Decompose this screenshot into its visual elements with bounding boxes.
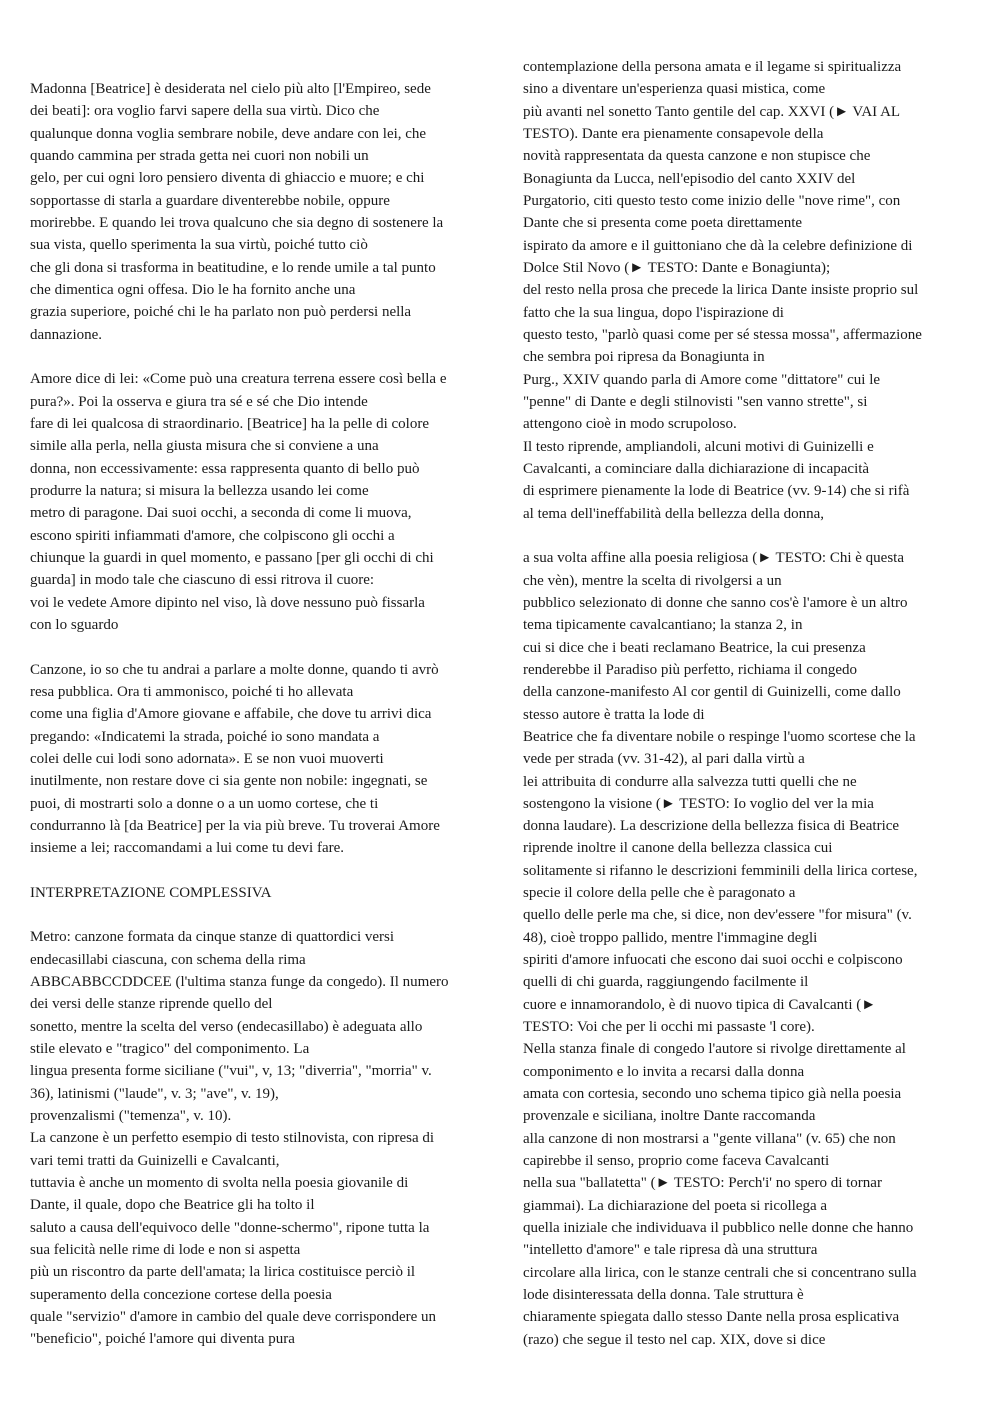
left-text-line: Madonna [Beatrice] è desiderata nel cielo più alto [l'Empireo, sede	[30, 81, 431, 97]
right-text-line: renderebbe il Paradiso più perfetto, richiama il congedo	[523, 661, 858, 678]
right-text-line: lei attribuita di condurre alla salvezza tutti quelli che ne	[523, 773, 857, 790]
left-text-line: dannazione.	[30, 326, 103, 343]
left-text-line: condurranno là [da Beatrice] per la via più breve. Tu troverai Amore	[30, 817, 440, 834]
right-text-line: quella iniziale che individuava il pubblico nelle donne che hanno	[523, 1220, 914, 1237]
right-text-line: contemplazione della persona amata e il legame si spiritualizza	[523, 59, 902, 75]
left-text-line: escono spiriti infiammati d'amore, che colpiscono gli occhi a	[30, 527, 395, 544]
right-text-line: a sua volta affine alla poesia religiosa (► TESTO: Chi è questa	[523, 550, 904, 567]
blank-line	[30, 346, 502, 368]
left-text-line: Metro: canzone formata da cinque stanze di quattordici versi	[30, 929, 395, 946]
right-text-line: componimento e lo invita a recarsi dalla donna	[523, 1063, 805, 1080]
right-text-line: donna laudare). La descrizione della bellezza fisica di Beatrice	[523, 818, 900, 835]
right-text-line: ispirato da amore e il guittoniano che dà la celebre definizione di	[523, 237, 913, 254]
right-text-line: Cavalcanti, a cominciare dalla dichiarazione di incapacità	[523, 460, 870, 477]
right-text-line: "intelletto d'amore" e tale ripresa dà una struttura	[523, 1242, 818, 1259]
left-text-line: lingua presenta forme siciliane ("vui", v, 13; "diverria", "morria" v.	[30, 1063, 432, 1080]
left-text-line: dei versi delle stanze riprende quello del	[30, 996, 273, 1013]
left-text-line: pregando: «Indicatemi la strada, poiché io sono mandata a	[30, 728, 380, 745]
left-text-line: saluto a causa dell'equivoco delle "donne-schermo", ripone tutta la	[30, 1219, 430, 1236]
left-text-line: simile alla perla, nella giusta misura che si conviene a una	[30, 438, 379, 455]
left-text-line: ABBCABBCCDDCEE (l'ultima stanza funge da congedo). Il numero	[30, 974, 449, 991]
right-text-line: Il testo riprende, ampliandoli, alcuni motivi di Guinizelli e	[523, 438, 874, 455]
right-text-line: Beatrice che fa diventare nobile o respinge l'uomo scortese che la	[523, 728, 916, 745]
left-text-line: INTERPRETAZIONE COMPLESSIVA	[30, 884, 272, 901]
left-column	[30, 78, 502, 1351]
right-text-line: che sembra poi ripresa da Bonagiunta in	[523, 349, 765, 366]
right-text-line: capirebbe il senso, proprio come faceva Cavalcanti	[523, 1153, 830, 1170]
right-text-line: pubblico selezionato di donne che sanno cos'è l'amore è un altro	[523, 594, 908, 611]
right-text-line: TESTO). Dante era pienamente consapevole della	[523, 125, 824, 142]
right-text-line: "penne" di Dante e degli stilnovisti "sen vanno strette", si	[523, 393, 868, 410]
left-text-line: inutilmente, non restare dove ci sia gente non nobile: ingegnati, se	[30, 773, 428, 790]
right-text-line: solitamente si rifanno le descrizioni femminili della lirica cortese,	[523, 862, 918, 879]
left-text-line: gelo, per cui ogni loro pensiero diventa di ghiaccio e muore; e chi	[30, 170, 425, 187]
left-text-line: sua vista, quello sperimenta la sua virtù, poiché tutto ciò	[30, 237, 368, 254]
right-text-line: questo testo, "parlò quasi come per sé stessa mossa", affermazione	[523, 326, 922, 343]
right-text-line: Dolce Stil Novo (► TESTO: Dante e Bonagiunta);	[523, 259, 831, 276]
right-text-line: al tema dell'ineffabilità della bellezza della donna,	[523, 505, 825, 522]
left-text-line: che dimentica ogni offesa. Dio le ha fornito anche una	[30, 281, 356, 298]
left-text-line: donna, non eccessivamente: essa rappresenta quanto di bello può	[30, 460, 420, 477]
right-text-line: Nella stanza finale di congedo l'autore si rivolge direttamente al	[523, 1041, 906, 1058]
right-text-line: Purgatorio, citi questo testo come inizio delle "nove rime", con	[523, 192, 901, 209]
right-text-line: fatto che la sua lingua, dopo l'ispirazione di	[523, 304, 784, 321]
left-text-line: voi le vedete Amore dipinto nel viso, là dove nessuno può fissarla	[30, 594, 425, 611]
right-column	[523, 56, 975, 1351]
right-text-line: cuore e innamorandolo, è di nuovo tipica di Cavalcanti (►	[523, 996, 877, 1013]
right-text-line: quello delle perle ma che, si dice, non dev'essere "for misura" (v.	[523, 907, 912, 924]
left-text-line: qualunque donna voglia sembrare nobile, deve andare con lei, che	[30, 125, 427, 142]
right-text-line: riprende inoltre il canone della bellezza classica cui	[523, 840, 833, 857]
left-text-line: La canzone è un perfetto esempio di testo stilnovista, con ripresa di	[30, 1130, 435, 1147]
right-text-line: alla canzone di non mostrarsi a "gente villana" (v. 65) che non	[523, 1130, 896, 1147]
left-text-line: quando cammina per strada getta nei cuori non nobili un	[30, 147, 369, 164]
right-text-line: del resto nella prosa che precede la lirica Dante insiste proprio sul	[523, 282, 919, 299]
left-text-line: tuttavia è anche un momento di svolta nella poesia giovanile di	[30, 1175, 409, 1192]
blank-line	[30, 636, 502, 658]
left-text-line: 36), latinismi ("laude", v. 3; "ave", v. 19),	[30, 1085, 279, 1102]
right-text-line: 48), cioè troppo pallido, mentre l'immagine degli	[523, 929, 818, 946]
right-text-line: più avanti nel sonetto Tanto gentile del cap. XXVI (► VAI AL	[523, 103, 901, 120]
left-text-line: pura?». Poi la osserva e giura tra sé e sé che Dio intende	[30, 393, 368, 410]
left-text-line: colei delle cui lodi sono adornata». E se non vuoi muoverti	[30, 750, 384, 767]
right-text-line: (razo) che segue il testo nel cap. XIX, dove si dice	[523, 1331, 826, 1348]
right-text-line: sostengono la visione (► TESTO: Io voglio del ver la mia	[523, 795, 874, 812]
left-text-line: fare di lei qualcosa di straordinario. [Beatrice] ha la pelle di colore	[30, 415, 429, 432]
right-text-line: vede per strada (vv. 31-42), al pari dalla virtù a	[523, 751, 805, 768]
left-text-line: insieme a lei; raccomandami a lui come tu devi fare.	[30, 840, 345, 857]
right-text-line: di esprimere pienamente la lode di Beatrice (vv. 9-14) che si rifà	[523, 483, 910, 500]
left-text-line: Canzone, io so che tu andrai a parlare a molte donne, quando ti avrò	[30, 661, 439, 678]
left-text-line: superamento della concezione cortese della poesia	[30, 1286, 332, 1303]
right-text-line: lode disinteressata della donna. Tale struttura è	[523, 1287, 804, 1304]
right-text-line: Purg., XXIV quando parla di Amore come "dittatore" cui le	[523, 371, 881, 388]
right-text-line: cui si dice che i beati reclamano Beatrice, la cui presenza	[523, 639, 866, 656]
left-text-line: che gli dona si trasforma in beatitudine, e lo rende umile a tal punto	[30, 259, 436, 276]
blank-line	[30, 859, 502, 881]
left-text-line: puoi, di mostrarti solo a donne o a un uomo cortese, che ti	[30, 795, 379, 812]
right-text-line: TESTO: Voi che per li occhi mi passaste 'l core).	[523, 1019, 815, 1036]
right-text-line: circolare alla lirica, con le stanze centrali che si concentrano sulla	[523, 1264, 917, 1281]
right-text-line: provenzale e siciliana, inoltre Dante raccomanda	[523, 1108, 816, 1125]
left-text-line: sonetto, mentre la scelta del verso (endecasillabo) è adeguata allo	[30, 1018, 423, 1035]
left-text-line: sua felicità nelle rime di lode e non si aspetta	[30, 1242, 301, 1259]
right-text-line: giammai). La dichiarazione del poeta si ricollega a	[523, 1197, 828, 1214]
right-text-line: amata con cortesia, secondo uno schema tipico già nella poesia	[523, 1086, 902, 1103]
left-text-line: resa pubblica. Ora ti ammonisco, poiché ti ho allevata	[30, 683, 354, 700]
left-text-line: Amore dice di lei: «Come può una creatura terrena essere così bella e	[30, 371, 447, 388]
right-text-line: attengono cioè in modo scrupoloso.	[523, 416, 737, 433]
left-text-line: dei beati]: ora voglio farvi sapere della sua virtù. Dico che	[30, 103, 380, 120]
left-text-line: Dante, il quale, dopo che Beatrice gli ha tolto il	[30, 1197, 315, 1214]
left-text-line: metro di paragone. Dai suoi occhi, a seconda di come li muova,	[30, 505, 412, 522]
left-text-line: vari temi tratti da Guinizelli e Cavalcanti,	[30, 1152, 280, 1169]
right-text-line: specie il colore della pelle che è paragonato a	[523, 885, 796, 902]
right-text-line: Dante che si presenta come poeta direttamente	[523, 215, 803, 232]
left-text-line: quale "servizio" d'amore in cambio del quale deve corrispondere un	[30, 1309, 437, 1326]
left-text-line: più un riscontro da parte dell'amata; la lirica costituisce perciò il	[30, 1264, 416, 1281]
left-text-line: "beneficio", poiché l'amore qui diventa pura	[30, 1331, 295, 1348]
left-text-line: provenzalismi ("temenza", v. 10).	[30, 1108, 232, 1125]
blank-line	[30, 904, 502, 926]
right-text-line: Bonagiunta da Lucca, nell'episodio del canto XXIV del	[523, 170, 856, 187]
right-text-line: tema tipicamente cavalcantiano; la stanza 2, in	[523, 617, 803, 634]
left-text-line: sopportasse di starla a guardare diventerebbe nobile, oppure	[30, 192, 390, 209]
left-text-line: morirebbe. E quando lei trova qualcuno che sia degno di sostenere la	[30, 214, 444, 231]
left-text-line: con lo sguardo	[30, 616, 119, 633]
right-text-line: quelli di chi guarda, raggiungendo facilmente il	[523, 974, 809, 991]
left-text-line: grazia superiore, poiché chi le ha parlato non può perdersi nella	[30, 304, 412, 321]
right-text-line: sino a diventare un'esperienza quasi mistica, come	[523, 81, 826, 98]
left-text-line: chiunque la guardi in quel momento, e passano [per gli occhi di chi	[30, 549, 434, 566]
left-text-line: endecasillabi ciascuna, con schema della rima	[30, 951, 306, 968]
left-text-line: come una figlia d'Amore giovane e affabile, che dove tu arrivi dica	[30, 706, 432, 723]
left-text-line: produrre la natura; si misura la bellezza usando lei come	[30, 482, 369, 499]
right-text-line: della canzone-manifesto Al cor gentil di Guinizelli, come dallo	[523, 684, 901, 701]
right-text-line: spiriti d'amore infuocati che escono dai suoi occhi e colpiscono	[523, 952, 903, 969]
right-text-line: nella sua "ballatetta" (► TESTO: Perch'i' no spero di tornar	[523, 1175, 882, 1192]
right-text-line: stesso autore è tratta la lode di	[523, 706, 705, 723]
left-text-line: stile elevato e "tragico" del componimento. La	[30, 1041, 310, 1058]
blank-line	[523, 525, 975, 547]
right-text-line: chiaramente spiegata dallo stesso Dante nella prosa esplicativa	[523, 1309, 900, 1326]
right-text-line: che vèn), mentre la scelta di rivolgersi a un	[523, 572, 782, 589]
left-text-line: guarda] in modo tale che ciascuno di essi ritrova il cuore:	[30, 572, 375, 589]
right-text-line: novità rappresentata da questa canzone e non stupisce che	[523, 148, 871, 165]
